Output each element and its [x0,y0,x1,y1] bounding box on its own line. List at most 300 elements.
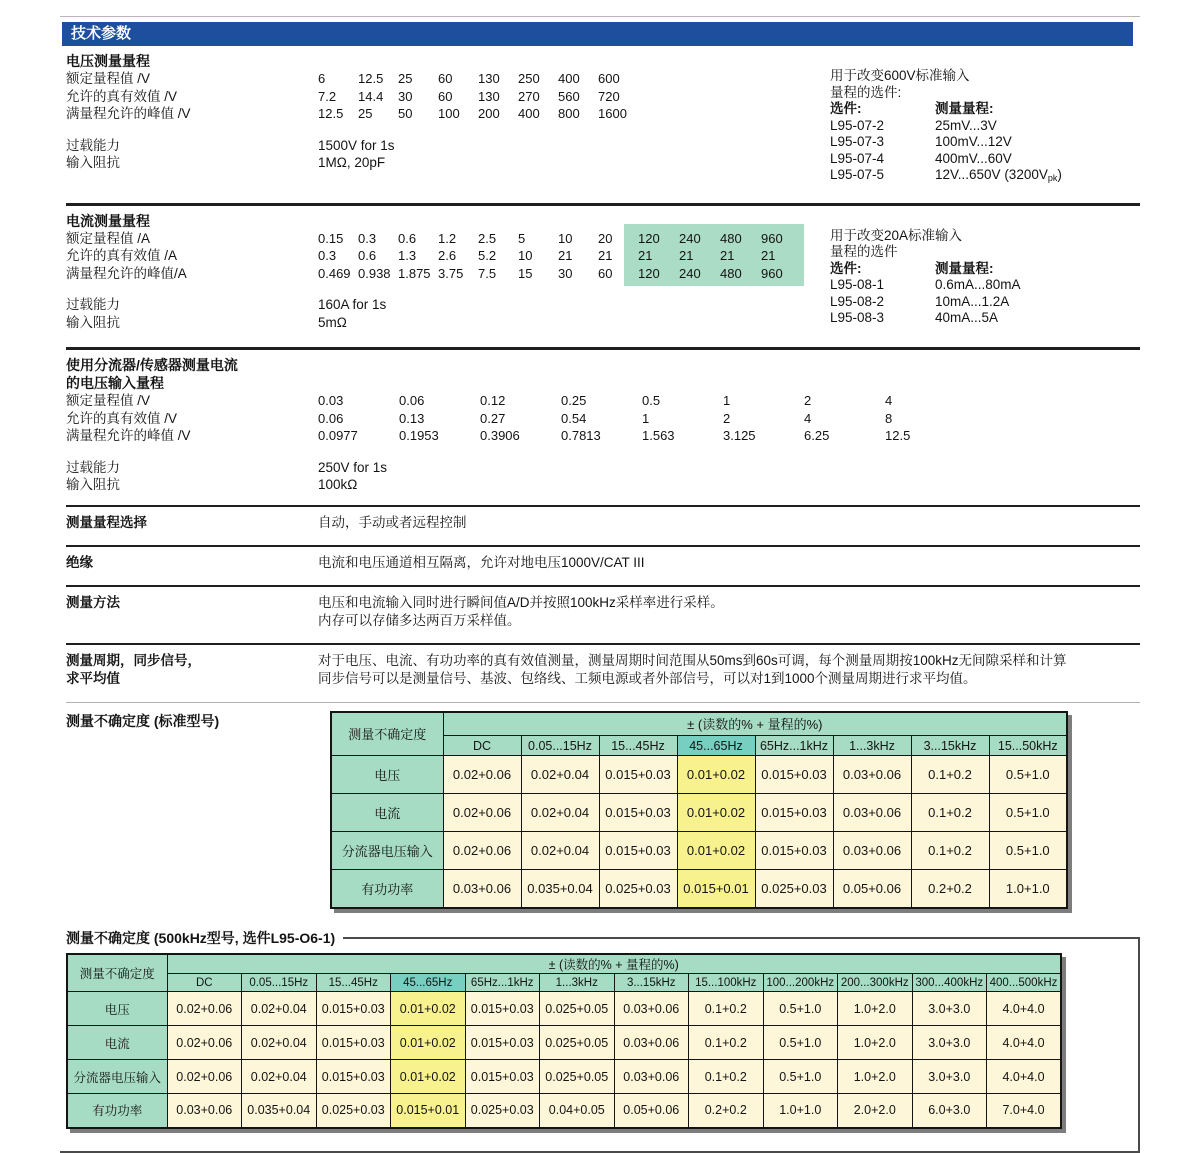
cell: 12.5 [318,106,344,121]
row-label: 有功功率 [331,870,443,908]
cell: 0.05+0.06 [614,1094,689,1128]
info-label-line: 求平均值 [66,670,120,686]
cell: 6.0+3.0 [912,1094,987,1128]
cell: 0.1+0.2 [689,992,764,1026]
options-header-row [830,101,1140,118]
info-text-line: 自动，手动或者远程控制 [318,514,467,530]
row-label: 额定量程值 /V [66,393,151,408]
section-heading: 电压测量量程 [66,53,150,69]
spec-label: 输入阻抗 [66,314,120,330]
col-header: 300...400kHz [912,974,987,992]
cell: 600 [598,71,620,86]
option-range: 40mA...5A [935,310,999,325]
option-column-header: 选件: [830,101,862,116]
cell: 50 [398,106,413,121]
cell: 12.5 [885,428,911,443]
cell-highlighted: 240 [679,230,701,246]
cell: 3.75 [438,265,464,281]
row-label: 满量程允许的峰值/A [66,265,187,281]
option-range: 0.6mA...80mA [935,277,1021,292]
cell: 2 [804,393,812,408]
cell: 0.03+0.06 [614,992,689,1026]
cell: 0.02+0.04 [242,1026,317,1060]
row-label: 电压 [331,756,443,794]
spec-value: 1500V for 1s [318,137,395,153]
cell: 0.54 [561,410,587,426]
cell: 0.1+0.2 [689,1060,764,1094]
col-header: DC [443,736,521,756]
info-label [66,594,318,630]
cell-highlighted: 21 [638,248,653,263]
cell: 2.0+2.0 [838,1094,913,1128]
cell: 1.0+2.0 [838,1026,913,1060]
cell: 130 [478,71,500,86]
option-item [830,167,1140,185]
info-text [318,652,1067,688]
cell: 1 [642,410,650,426]
cell: 100 [438,106,460,121]
row-label: 允许的真有效值 /V [66,88,178,104]
cell: 0.04+0.05 [540,1094,615,1128]
options-note: 量程的选件: [830,84,902,100]
page-title-bar [62,22,1133,46]
cell: 0.06 [318,410,344,426]
options-note: 量程的选件 [830,244,898,259]
cell: 200 [478,106,500,121]
cell: 720 [598,88,620,104]
cell: 10 [558,230,573,246]
span-header: ± (读数的% + 量程的%) [443,712,1067,736]
cell: 60 [438,71,453,86]
col-header: 0.05...15Hz [521,736,599,756]
cell-highlighted: 21 [720,248,735,263]
option-range: 10mA...1.2A [935,293,1010,309]
info-label-line: 测量方法 [66,594,120,610]
options-header-row [830,261,1140,278]
cell: 4 [885,393,893,408]
info-text [318,594,724,630]
cell: 0.02+0.06 [443,794,521,832]
table-title-row [66,929,1140,947]
top-rule [60,16,1140,17]
cell: 4.0+4.0 [987,1060,1062,1094]
section-divider [66,702,1140,703]
uncertainty-table-500khz [66,953,1062,1129]
info-row [66,552,1140,576]
cell: 270 [518,88,540,104]
cell: 0.03+0.06 [167,1094,242,1128]
corner-cell: 测量不确定度 [331,712,443,756]
cell: 0.025+0.05 [540,992,615,1026]
row-label: 额定量程值 /A [66,230,151,246]
cell: 1.0+1.0 [989,870,1067,908]
row-label: 电流 [331,794,443,832]
page-title: 技术参数 [71,25,132,42]
info-label [66,554,318,572]
cell: 0.03+0.06 [614,1060,689,1094]
info-text-line: 电流和电压通道相互隔离，允许对地电压1000V/CAT III [318,554,645,570]
col-header: 1...3kHz [540,974,615,992]
cell: 30 [398,88,413,104]
option-code: L95-08-2 [830,293,885,309]
cell: 1 [723,393,731,408]
cell: 1.875 [398,265,431,281]
cell: 0.02+0.04 [242,1060,317,1094]
cell: 0.2+0.2 [689,1094,764,1128]
row-label: 分流器电压输入 [331,832,443,870]
info-text [318,514,467,532]
row-label: 电流 [67,1026,167,1060]
option-range [935,118,997,135]
cell: 0.025+0.03 [755,870,833,908]
col-header: 3...15kHz [911,736,989,756]
cell: 1.563 [642,428,675,443]
info-text-line: 同步信号可以是测量信号、基波、包络线、工频电源或者外部信号，可以对1到1000个测量周期进行求平均值。 [318,670,977,686]
cell: 0.02+0.06 [443,832,521,870]
section-divider [66,643,1140,645]
cell: 0.035+0.04 [242,1094,317,1128]
cell: 0.7813 [561,428,601,443]
cell: 0.3 [318,248,337,263]
cell: 0.3906 [480,428,520,443]
spec-row [66,476,1140,494]
row-label: 电压 [67,992,167,1026]
cell: 25 [398,71,413,86]
cell: 0.015+0.03 [755,794,833,832]
row-label: 有功功率 [67,1094,167,1128]
table-title: 测量不确定度 (标准型号) [66,712,220,729]
table-row [331,756,1067,794]
col-header: DC [167,974,242,992]
col-header: 200...300kHz [838,974,913,992]
col-header: 65Hz...1kHz [465,974,540,992]
table-row [67,992,1061,1026]
cell: 0.02+0.06 [167,1060,242,1094]
cell: 4.0+4.0 [987,992,1062,1026]
col-header: 15...50kHz [989,736,1067,756]
cell: 1.2 [438,230,457,246]
cell: 0.015+0.03 [465,1026,540,1060]
cell: 0.0977 [318,428,358,443]
cell: 0.12 [480,393,506,408]
cell: 0.02+0.06 [167,992,242,1026]
col-header: 400...500kHz [987,974,1062,992]
cell: 14.4 [358,88,384,104]
cell: 0.02+0.04 [521,832,599,870]
cell-highlighted: 21 [679,248,694,263]
cell-highlighted: 0.01+0.02 [677,756,755,794]
cell: 0.5+1.0 [989,832,1067,870]
spec-value: 5mΩ [318,314,347,330]
cell: 560 [558,88,580,104]
cell: 0.13 [399,410,425,426]
voltage-options-block [830,68,1140,185]
cell-highlighted: 0.015+0.01 [391,1094,466,1128]
cell: 0.015+0.03 [755,756,833,794]
span-header: ± (读数的% + 量程的%) [167,954,1061,974]
range-column-header: 测量量程: [935,260,994,276]
cell: 0.05+0.06 [833,870,911,908]
cell: 25 [358,106,373,121]
cell: 0.5+1.0 [989,756,1067,794]
info-row [66,592,1140,634]
cell: 0.015+0.03 [316,1026,391,1060]
cell: 1.3 [398,248,417,263]
cell: 1.0+1.0 [763,1094,838,1128]
cell: 0.5+1.0 [763,1026,838,1060]
current-section [66,212,1140,339]
spec-label: 输入阻抗 [66,477,120,492]
spec-label: 过载能力 [66,297,120,312]
cell: 7.0+4.0 [987,1094,1062,1128]
cell: 0.015+0.03 [316,1060,391,1094]
document-body [66,52,1140,1153]
col-header: 15...45Hz [316,974,391,992]
cell: 3.0+3.0 [912,1060,987,1094]
info-label [66,514,318,532]
cell: 3.125 [723,428,756,443]
cell: 60 [438,88,453,104]
section-divider [66,545,1140,547]
cell: 0.03+0.06 [614,1026,689,1060]
table-title: 测量不确定度 (500kHz型号, 选件L95-O6-1) [66,929,336,946]
cell: 0.035+0.04 [521,870,599,908]
cell-highlighted: 0.01+0.02 [677,794,755,832]
option-item [830,118,1140,135]
uncertainty-500khz-block [66,929,1140,1153]
cell: 0.2+0.2 [911,870,989,908]
cell: 0.015+0.03 [599,794,677,832]
range-text: 12V...650V (3200V [935,167,1048,182]
cell-highlighted: 120 [638,265,660,281]
cell-highlighted: 480 [720,265,742,281]
cell: 0.06 [399,393,425,408]
cell-highlighted: 0.01+0.02 [391,992,466,1026]
cell-highlighted: 0.01+0.02 [391,1060,466,1094]
section-divider [66,505,1140,507]
cell: 0.5+1.0 [989,794,1067,832]
cell: 4 [804,410,812,426]
info-label-line: 绝缘 [66,554,93,570]
cell-highlighted: 120 [638,230,660,246]
info-row [66,512,1140,536]
row-label: 允许的真有效值 /A [66,248,178,263]
row-label: 允许的真有效值 /V [66,410,178,426]
cell-highlighted: 0.01+0.02 [677,832,755,870]
cell: 0.15 [318,230,344,246]
info-text [318,554,645,572]
cell: 12.5 [358,71,384,86]
cell: 0.015+0.03 [465,1060,540,1094]
cell: 1600 [598,106,627,121]
option-item [830,310,1140,327]
spec-value: 160A for 1s [318,297,387,312]
table-row [331,870,1067,908]
cell: 0.1953 [399,428,439,443]
col-header-highlighted: 45...65Hz [677,736,755,756]
spec-value: 100kΩ [318,477,358,492]
cell: 0.015+0.03 [316,992,391,1026]
cell: 1.0+2.0 [838,992,913,1026]
uncertainty-table-standard [330,711,1068,909]
cell-highlighted: 960 [761,230,783,246]
option-item [830,151,1140,168]
cell: 30 [558,265,573,281]
cell: 0.025+0.03 [316,1094,391,1128]
cell: 0.27 [480,410,506,426]
info-text-line: 电压和电流输入同时进行瞬间值A/D并按照100kHz采样率进行采样。 [318,594,724,610]
section-heading: 使用分流器/传感器测量电流 [66,357,238,373]
corner-cell: 测量不确定度 [67,954,167,992]
cell-highlighted: 21 [761,248,776,263]
row-label: 满量程允许的峰值 /V [66,106,191,121]
cell: 0.469 [318,265,351,281]
cell-highlighted: 0.015+0.01 [677,870,755,908]
section-heading: 电流测量量程 [66,212,150,229]
option-code: L95-07-4 [830,150,885,166]
cell: 1.0+2.0 [838,1060,913,1094]
cell: 0.03+0.06 [833,832,911,870]
cell: 2.5 [478,230,497,246]
spec-label: 过载能力 [66,459,120,475]
section-divider [66,347,1140,350]
option-range [935,134,1012,151]
option-range [935,167,1062,185]
options-note: 用于改变20A标准输入 [830,227,963,243]
col-header: 1...3kHz [833,736,911,756]
option-code: L95-08-1 [830,277,885,292]
option-item [830,277,1140,294]
cell-highlighted: 0.01+0.02 [391,1026,466,1060]
cell: 0.025+0.05 [540,1060,615,1094]
cell: 6.25 [804,428,830,443]
cell-highlighted: 480 [720,230,742,246]
cell: 400 [558,71,580,86]
current-options-block [830,228,1140,327]
info-label [66,652,318,688]
cell: 7.5 [478,265,497,281]
cell: 0.1+0.2 [689,1026,764,1060]
row-label: 满量程允许的峰值 /V [66,428,191,443]
option-code: L95-07-5 [830,167,885,182]
cell: 0.02+0.04 [521,794,599,832]
range-column-header: 测量量程: [935,101,994,116]
cell: 0.938 [358,265,391,281]
table-row [66,410,1140,428]
cell: 0.03+0.06 [833,794,911,832]
option-item [830,134,1140,151]
cell: 60 [598,265,613,281]
col-header: 0.05...15Hz [242,974,317,992]
cell: 800 [558,106,580,121]
voltage-section [66,52,1140,194]
cell: 0.025+0.03 [599,870,677,908]
cell: 0.02+0.04 [242,992,317,1026]
cell: 0.02+0.06 [167,1026,242,1060]
uncertainty-standard-block [66,711,1140,909]
info-label-line: 测量周期，同步信号， [66,652,201,668]
cell-highlighted: 960 [761,265,783,281]
cell: 0.5 [642,393,661,408]
cell: 10 [518,248,533,263]
cell: 250 [518,71,540,86]
title-rule [343,937,1140,939]
range-text: 100mV...12V [935,134,1012,149]
col-header: 100...200kHz [763,974,838,992]
cell: 0.6 [358,248,377,263]
cell: 6 [318,71,326,86]
cell: 3.0+3.0 [912,992,987,1026]
cell: 4.0+4.0 [987,1026,1062,1060]
option-code: L95-08-3 [830,310,885,325]
cell: 0.5+1.0 [763,1060,838,1094]
spec-value: 1MΩ, 20pF [318,155,386,170]
col-header: 3...15kHz [614,974,689,992]
col-header: 15...100kHz [689,974,764,992]
table-row [66,392,1140,410]
cell: 400 [518,106,540,121]
row-label: 额定量程值 /V [66,71,151,86]
range-text: 400mV...60V [935,150,1012,166]
option-code: L95-07-3 [830,134,885,149]
cell: 0.03+0.06 [443,870,521,908]
cell: 21 [598,248,613,263]
cell: 0.02+0.04 [521,756,599,794]
shunt-section [66,356,1140,496]
section-heading: 的电压输入量程 [66,375,164,391]
cell: 8 [885,410,893,426]
cell: 21 [558,248,573,263]
info-text-line: 对于电压、电流、有功功率的真有效值测量，测量周期时间范围从50ms到60s可调，每个测量周期按100kHz无间隙采样和计算 [318,652,1067,668]
option-item [830,294,1140,311]
section-divider [66,203,1140,206]
cell: 0.3 [358,230,377,246]
cell-highlighted: 240 [679,265,701,281]
section-divider [66,585,1140,587]
cell: 0.6 [398,230,417,246]
cell: 0.03 [318,393,344,408]
col-header-highlighted: 45...65Hz [391,974,466,992]
cell: 0.015+0.03 [465,992,540,1026]
cell: 0.025+0.05 [540,1026,615,1060]
col-header: 15...45Hz [599,736,677,756]
range-subscript: pk [1047,173,1058,183]
cell: 5 [518,230,526,246]
spec-row [66,459,1140,477]
cell: 0.015+0.03 [599,832,677,870]
table-row [67,1026,1061,1060]
cell: 0.015+0.03 [755,832,833,870]
table-row [66,427,1140,445]
table-row [67,1094,1061,1128]
info-row [66,650,1140,692]
col-header: 65Hz...1kHz [755,736,833,756]
spec-label: 输入阻抗 [66,155,120,170]
cell: 5.2 [478,248,497,263]
option-range [935,151,1012,168]
info-text-line: 内存可以存储多达两百万采样值。 [318,612,521,628]
table-row [331,794,1067,832]
range-text: ) [1057,167,1062,182]
cell: 0.5+1.0 [763,992,838,1026]
range-text: 25mV...3V [935,117,997,133]
cell: 0.025+0.03 [465,1094,540,1128]
cell: 2 [723,410,731,426]
info-label-line: 测量量程选择 [66,514,147,530]
spec-value: 250V for 1s [318,459,388,475]
table-row [331,832,1067,870]
cell: 20 [598,230,613,246]
